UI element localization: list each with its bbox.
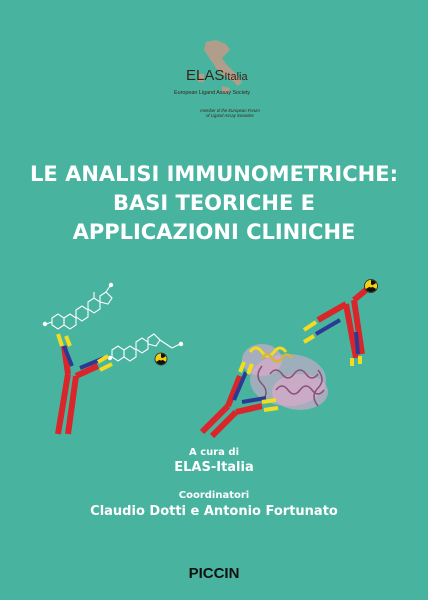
steroid-molecule-icon: [108, 334, 183, 361]
title-line-3: APPLICAZIONI CLINICHE: [72, 220, 356, 244]
elas-italia-logo: [172, 38, 264, 124]
book-title: [14, 160, 414, 247]
radiation-icon: [365, 280, 378, 293]
coordinators-names: Claudio Dotti e Antonio Fortunato: [90, 504, 338, 519]
logo-wordmark: ELASItalia: [186, 67, 248, 84]
coordinators-label: Coordinatori: [178, 490, 250, 501]
publisher-name: PICCIN: [188, 565, 240, 582]
antibody-icon: [58, 334, 112, 434]
cover-illustration: [0, 262, 428, 442]
antibody-icon: [304, 290, 366, 366]
editor-name: ELAS-Italia: [174, 460, 254, 475]
editor-label: A cura di: [188, 447, 239, 458]
radiation-icon: [155, 353, 167, 365]
logo-society: European Ligand Assay Society: [174, 90, 251, 96]
logo-member-note: member of the European Forum of Ligand Assay Societies: [200, 108, 260, 118]
steroid-molecule-icon: [43, 283, 113, 329]
title-line-1: LE ANALISI IMMUNOMETRICHE:: [30, 162, 398, 186]
title-line-2: BASI TEORICHE E: [112, 191, 315, 215]
